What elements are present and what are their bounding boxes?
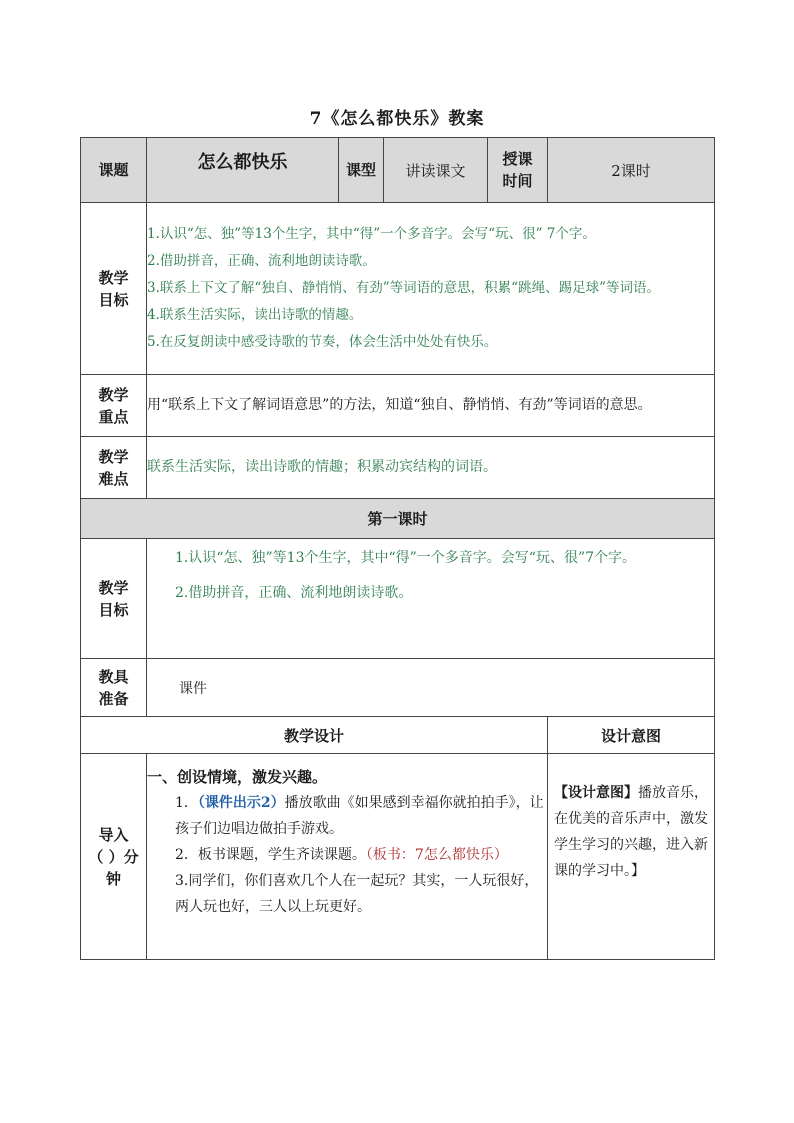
lesson1-goals-label-line-1: 教学 xyxy=(98,578,129,597)
difficulty-text: 联系生活实际，读出诗歌的情趣；积累动宾结构的词语。 xyxy=(147,437,715,499)
difficulty-label xyxy=(81,437,147,499)
lesson1-goals-row xyxy=(81,539,715,659)
goal-item: 5.在反复朗读中感受诗歌的节奏，体会生活中处处有快乐。 xyxy=(147,334,498,350)
key-row xyxy=(81,375,715,437)
lesson-plan-table xyxy=(80,137,715,960)
goals-list xyxy=(147,203,715,375)
intro-label-line-3: 钟 xyxy=(105,869,121,888)
difficulty-label-line-2: 难点 xyxy=(98,469,129,488)
difficulty-label-line-1: 教学 xyxy=(98,447,129,466)
lesson1-heading: 第一课时 xyxy=(81,499,715,539)
lesson1-goals-label xyxy=(81,539,147,659)
intro-step-1 xyxy=(147,790,547,842)
lesson1-goal-item: 1.认识“怎、独”等13个生字，其中“得”一个多音字。会写“玩、很”7个字。 xyxy=(175,550,637,566)
section-title: 一、创设情境，激发兴趣。 xyxy=(147,768,328,786)
intent-text: 播放音乐，在优美的音乐声中，激发学生学习的兴趣，进入新课的学习中。】 xyxy=(554,785,708,879)
goals-label xyxy=(81,203,147,375)
intent-column-header: 设计意图 xyxy=(548,717,715,754)
topic-label: 课题 xyxy=(81,138,147,203)
time-value: 2课时 xyxy=(548,138,715,203)
tools-row xyxy=(81,659,715,717)
key-label-line-1: 教学 xyxy=(98,385,129,404)
goal-item: 4.联系生活实际，读出诗歌的情趣。 xyxy=(147,307,363,323)
design-header-row xyxy=(81,717,715,754)
time-label xyxy=(488,138,548,203)
type-value: 讲读课文 xyxy=(384,138,488,203)
goals-label-line-1: 教学 xyxy=(98,268,129,287)
header-row xyxy=(81,138,715,203)
board-note: （板书：7怎么都快乐） xyxy=(365,847,508,863)
intent-content xyxy=(548,754,715,960)
intro-row xyxy=(81,754,715,960)
courseware-tag: （课件出示2） xyxy=(197,795,285,811)
tools-label-line-1: 教具 xyxy=(98,667,129,686)
difficulty-row xyxy=(81,437,715,499)
lesson1-heading-row xyxy=(81,499,715,539)
intro-label-line-1: 导入 xyxy=(98,825,129,844)
goals-row xyxy=(81,203,715,375)
tools-value: 课件 xyxy=(147,659,715,717)
step2-text: 2．板书课题，学生齐读课题。 xyxy=(175,847,366,863)
lesson1-goal-item: 2.借助拼音，正确、流利地朗读诗歌。 xyxy=(175,585,413,601)
lesson1-goals-label-line-2: 目标 xyxy=(98,600,129,619)
intro-label xyxy=(81,754,147,960)
goal-item: 1.认识“怎、独”等13个生字，其中“得”一个多音字。会写“玩、很” 7个字。 xyxy=(147,226,596,242)
step1-text: 播放歌曲《如果感到幸福你就拍拍手》，让孩子们边唱边做拍手游戏。 xyxy=(175,795,544,837)
tools-label-line-2: 准备 xyxy=(98,689,129,708)
intro-step-3: 3.同学们，你们喜欢几个人在一起玩？其实，一人玩很好，两人玩也好，三人以上玩更好。 xyxy=(175,873,539,915)
lesson1-goals xyxy=(147,539,715,659)
intro-label-line-2: （ ）分 xyxy=(88,847,139,866)
document-title: 7《怎么都快乐》教案 xyxy=(309,109,485,129)
topic-value: 怎么都快乐 xyxy=(147,138,339,203)
key-label xyxy=(81,375,147,437)
key-text: 用“联系上下文了解词语意思”的方法，知道“独自、静悄悄、有劲”等词语的意思。 xyxy=(147,375,715,437)
time-label-line-2: 时间 xyxy=(502,172,533,190)
design-column-header: 教学设计 xyxy=(81,717,548,754)
time-label-line-1: 授课 xyxy=(502,150,533,168)
intent-head: 【设计意图】 xyxy=(554,785,638,801)
intro-step-2 xyxy=(147,842,547,868)
step1-prefix: 1． xyxy=(175,795,198,811)
key-label-line-2: 重点 xyxy=(98,407,129,426)
type-label: 课型 xyxy=(339,138,384,203)
intro-content xyxy=(147,754,548,960)
goal-item: 3.联系上下文了解“独自、静悄悄、有劲”等词语的意思，积累“跳绳、踢足球”等词语。 xyxy=(147,280,660,296)
goals-label-line-2: 目标 xyxy=(98,290,129,309)
goal-item: 2.借助拼音，正确、流利地朗读诗歌。 xyxy=(147,253,376,269)
tools-label xyxy=(81,659,147,717)
